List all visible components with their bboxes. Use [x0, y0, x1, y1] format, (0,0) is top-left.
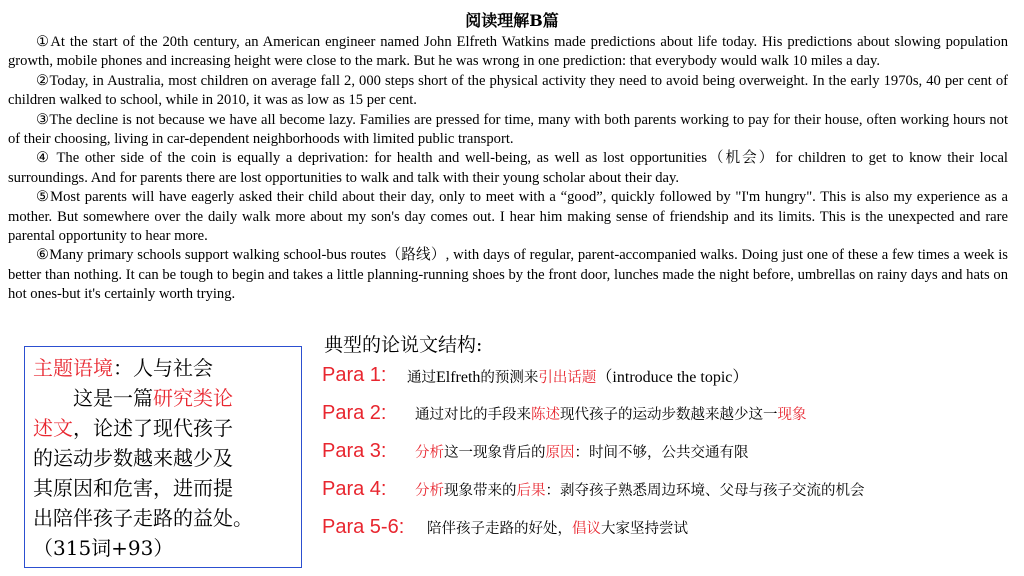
paragraph-3: ③The decline is not because we have all become lazy. Families are pressed for time, many with both parents working to pay for their house, often working hours not of their choosing, living in car-dependent neighborhoods with limited public transport.: [8, 111, 1008, 148]
theme-line-4: 的运动步数越来越少及: [33, 446, 233, 470]
theme-line-2: 这是一篇研究类论: [73, 386, 233, 410]
para-description: 分析这一现象背后的原因：时间不够，公共交通有限: [415, 444, 749, 461]
theme-line-5: 其原因和危害，进而提: [33, 476, 233, 500]
para-label: Para 4:: [322, 477, 387, 500]
para-description: 通过对比的手段来陈述现代孩子的运动步数越来越少这一现象: [415, 406, 807, 423]
structure-row-para-3: [322, 436, 749, 466]
para-label: Para 1:: [322, 363, 387, 386]
structure-row-para-5-6: [322, 512, 688, 542]
theme-label: 主题语境: [33, 356, 113, 380]
structure-row-para-2: [322, 398, 807, 428]
paragraph-6: ⑥Many primary schools support walking school-bus routes（路线）, with days of regular, parent-accompanied walks. Doing just one of these a few times a week is better than nothing. It can be tough to begin and takes a little planning-running shoes by the front door, lunches made the night before, umbrellas on rainy days and hats on hot ones-but it's certainly worth trying.: [8, 247, 1008, 303]
theme-line-1: 主题语境：人与社会: [33, 356, 213, 380]
reading-passage: [8, 33, 1008, 305]
page-title: 阅读理解B篇: [465, 11, 559, 30]
paragraph-4: ④ The other side of the coin is equally a deprivation: for health and well-being, as well as lost opportunities（机会）for children to get to know their local surroundings. And for parents there are lost opportunities to walk and talk with their young scholar about their day.: [8, 150, 1008, 186]
para-description: 分析现象带来的后果：剥夺孩子熟悉周边环境、父母与孩子交流的机会: [415, 482, 865, 499]
para-label: Para 2:: [322, 401, 387, 424]
para-label: Para 3:: [322, 439, 387, 462]
para-description: 陪伴孩子走路的好处，倡议大家坚持尝试: [427, 520, 688, 537]
theme-value: 人与社会: [133, 356, 213, 380]
word-count: （315词+93）: [33, 536, 174, 560]
para-description: 通过Elfreth的预测来引出话题（introduce the topic）: [407, 368, 749, 386]
paragraph-1: ①At the start of the 20th century, an American engineer named John Elfreth Watkins made predictions about life today. His predictions about slowing population growth, mobile phones and increasing height were close to the mark. But he was wrong in one prediction: that everybody would walk 10 miles a day.: [8, 34, 1008, 70]
structure-heading: 典型的论说文结构:: [324, 334, 483, 356]
structure-row-para-1: [322, 360, 748, 390]
paragraph-2: ②Today, in Australia, most children on average fall 2, 000 steps short of the physical activity they need to avoid being overweight. In the early 1970s, 40 per cent of children walked to school, while in 2010, it was as low as 15 per cent.: [8, 72, 1008, 109]
theme-line-6: 出陪伴孩子走路的益处。: [33, 506, 253, 530]
paragraph-5: ⑤Most parents will have eagerly asked their child about their day, only to meet with a “good”, quickly followed by "I'm hungry". This is also my experience as a mother. But somewhere over the daily walk more about my son's day comes out. I hear him making sense of friendship and its limits. This is the unexpected and rare parental opportunity to hear more.: [8, 189, 1008, 245]
para-label: Para 5-6:: [322, 515, 405, 538]
theme-box: [24, 346, 302, 568]
theme-line-3: 述文，论述了现代孩子: [33, 416, 233, 440]
structure-row-para-4: [322, 474, 865, 504]
